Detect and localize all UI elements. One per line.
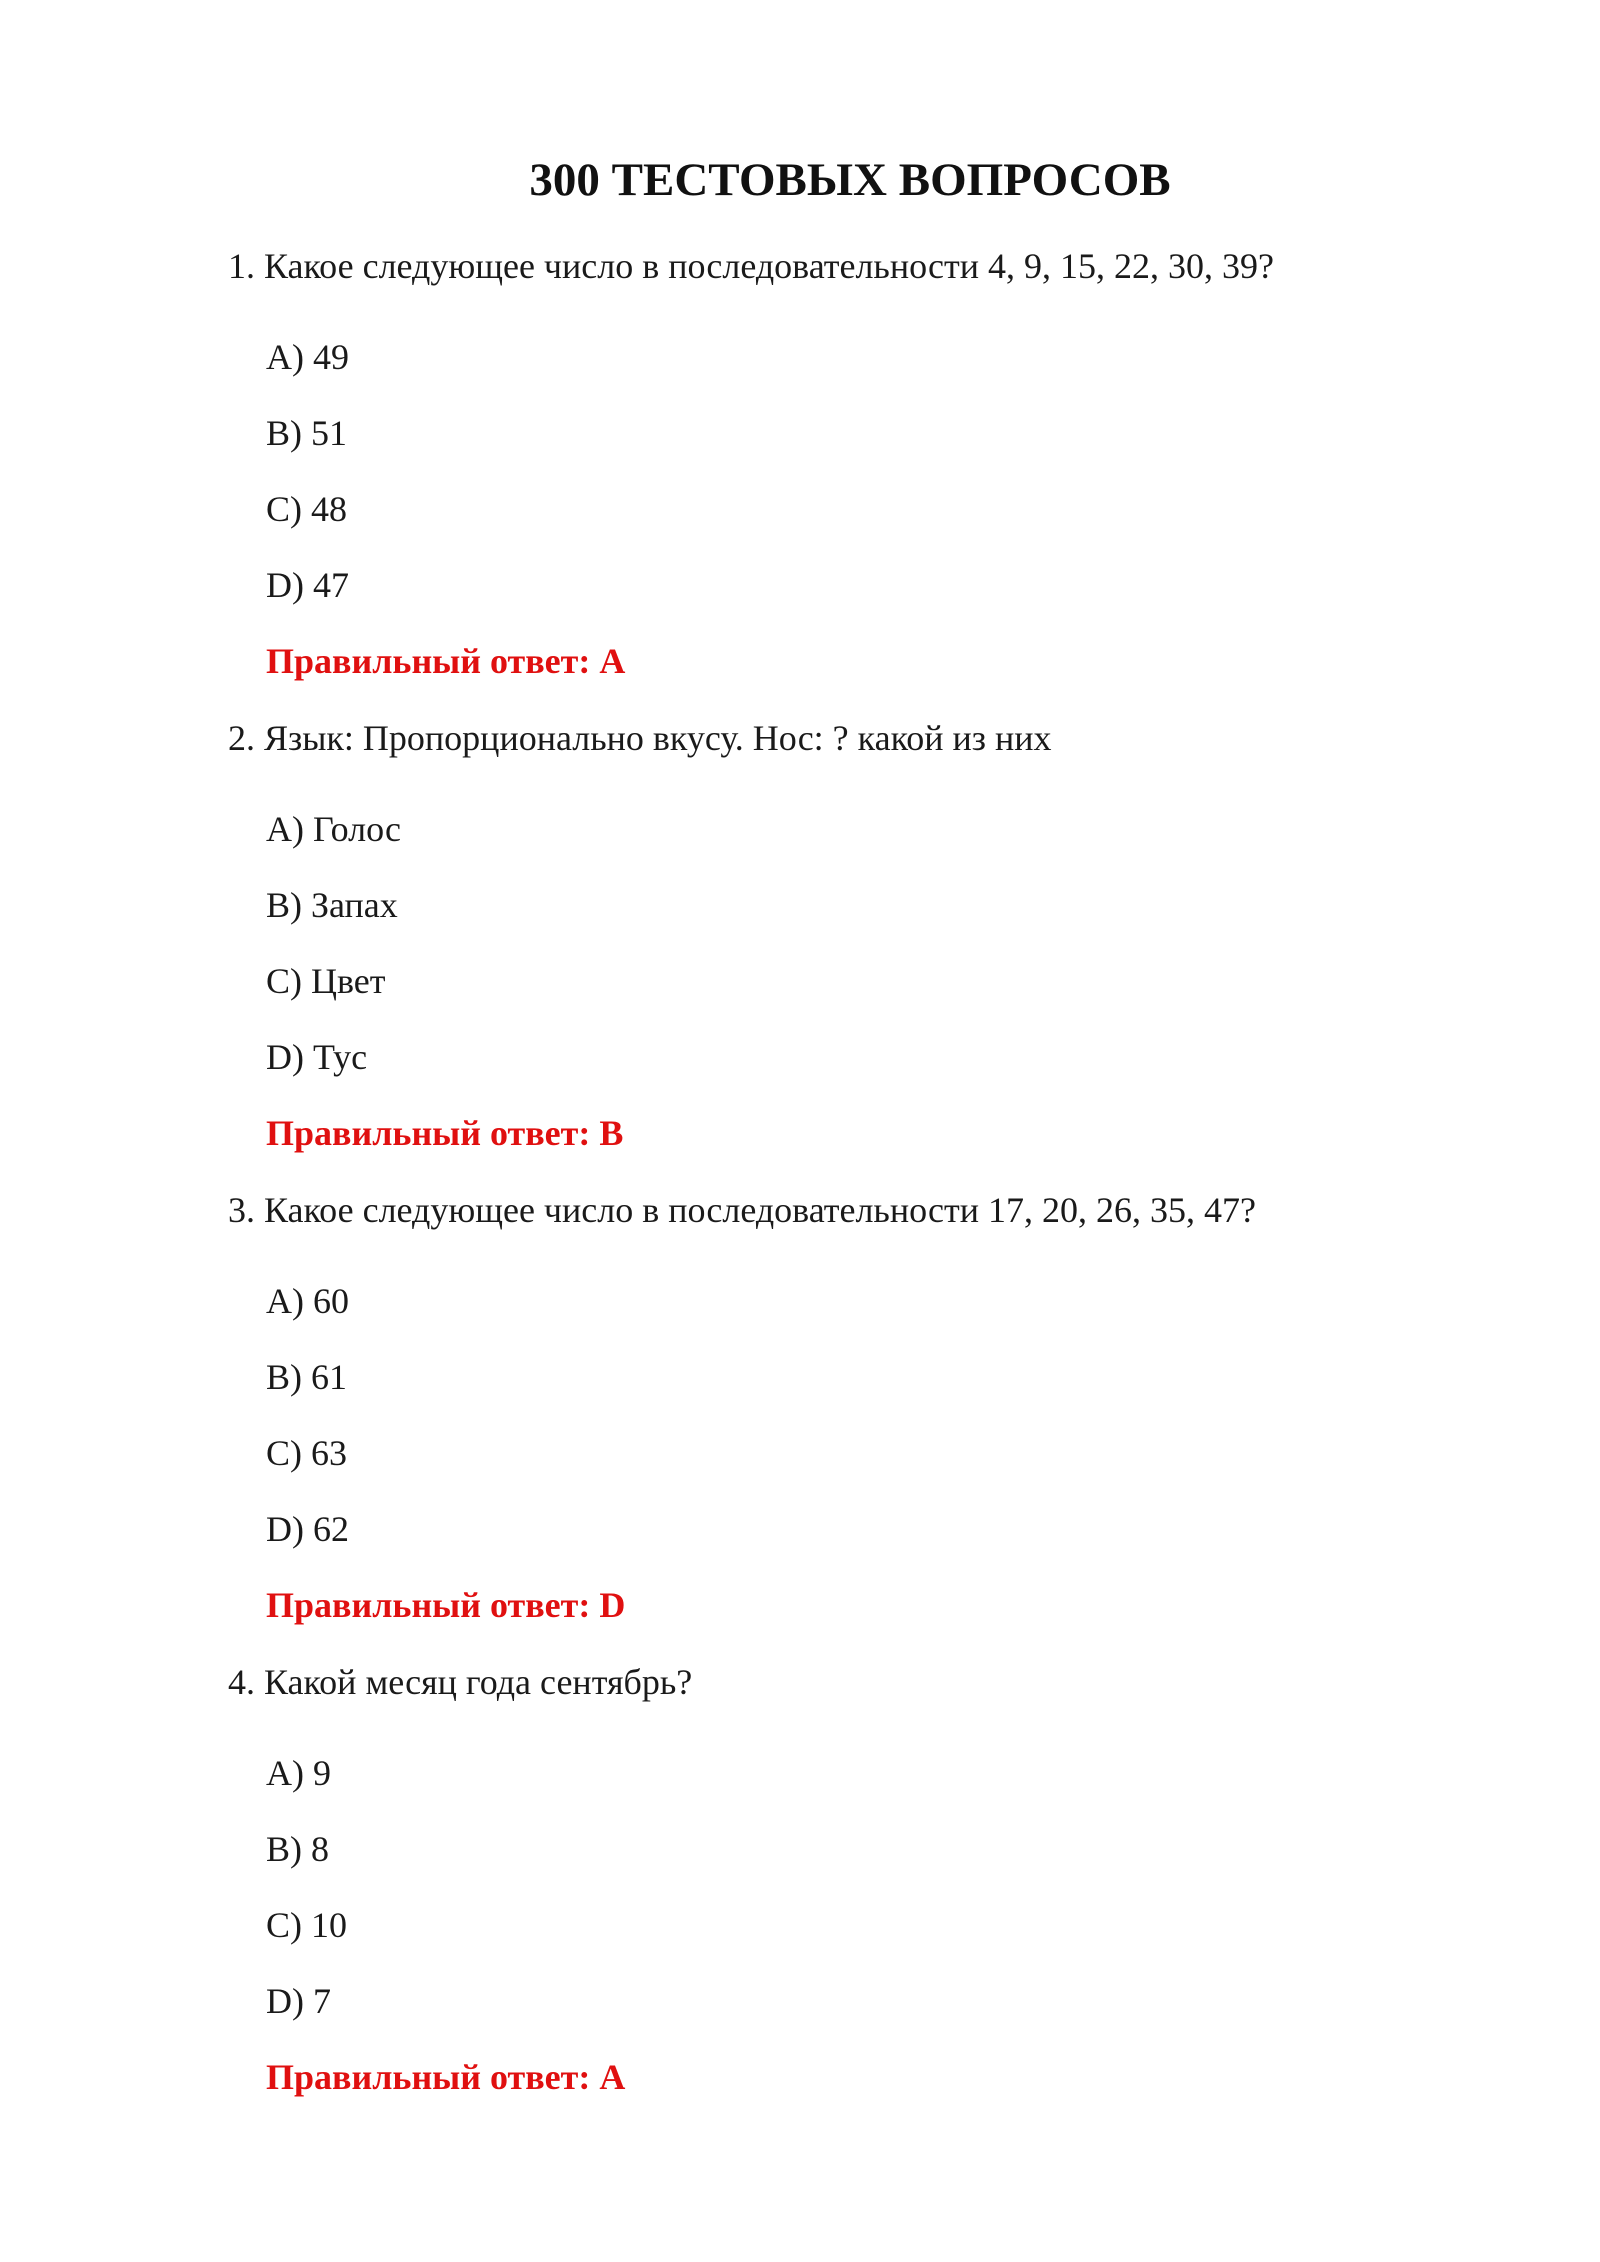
question-number: 3. [228, 1190, 255, 1230]
question-number: 1. [228, 246, 255, 286]
options-list [266, 1279, 1428, 1551]
question-3 [228, 1188, 1428, 1627]
question-number: 2. [228, 718, 255, 758]
option-a: A) 9 [266, 1753, 331, 1793]
option-d: D) 7 [266, 1981, 331, 2021]
question-1 [228, 244, 1428, 683]
option-b: B) Запах [266, 885, 398, 925]
option-a: A) 60 [266, 1281, 349, 1321]
option-a: A) 49 [266, 337, 349, 377]
option-b: B) 61 [266, 1357, 347, 1397]
question-text: Какое следующее число в последовательности 17, 20, 26, 35, 47? [264, 1190, 1256, 1230]
question-text: Язык: Пропорционально вкусу. Нос: ? какой из них [264, 718, 1052, 758]
option-a: A) Голос [266, 809, 401, 849]
option-b: B) 8 [266, 1829, 329, 1869]
correct-answer: Правильный ответ: B [266, 1113, 624, 1153]
options-list [266, 807, 1428, 1079]
correct-answer: Правильный ответ: D [266, 1585, 626, 1625]
option-c: C) 48 [266, 489, 347, 529]
question-number: 4. [228, 1662, 255, 1702]
question-text-line [228, 716, 1428, 760]
option-b: B) 51 [266, 413, 347, 453]
option-d: D) Тус [266, 1037, 368, 1077]
question-text-line [228, 244, 1428, 288]
options-list [266, 1751, 1428, 2023]
option-d: D) 62 [266, 1509, 349, 1549]
question-text-line [228, 1188, 1428, 1232]
document-title: 300 ТЕСТОВЫХ ВОПРОСОВ [529, 154, 1171, 206]
option-d: D) 47 [266, 565, 349, 605]
correct-answer: Правильный ответ: A [266, 2057, 626, 2097]
options-list [266, 335, 1428, 607]
question-4 [228, 1660, 1428, 2099]
option-c: C) 63 [266, 1433, 347, 1473]
option-c: C) 10 [266, 1905, 347, 1945]
question-text: Какой месяц года сентябрь? [264, 1662, 693, 1702]
option-c: C) Цвет [266, 961, 386, 1001]
correct-answer: Правильный ответ: A [266, 641, 626, 681]
question-text: Какое следующее число в последовательности 4, 9, 15, 22, 30, 39? [264, 246, 1274, 286]
question-2 [228, 716, 1428, 1155]
question-text-line [228, 1660, 1428, 1704]
